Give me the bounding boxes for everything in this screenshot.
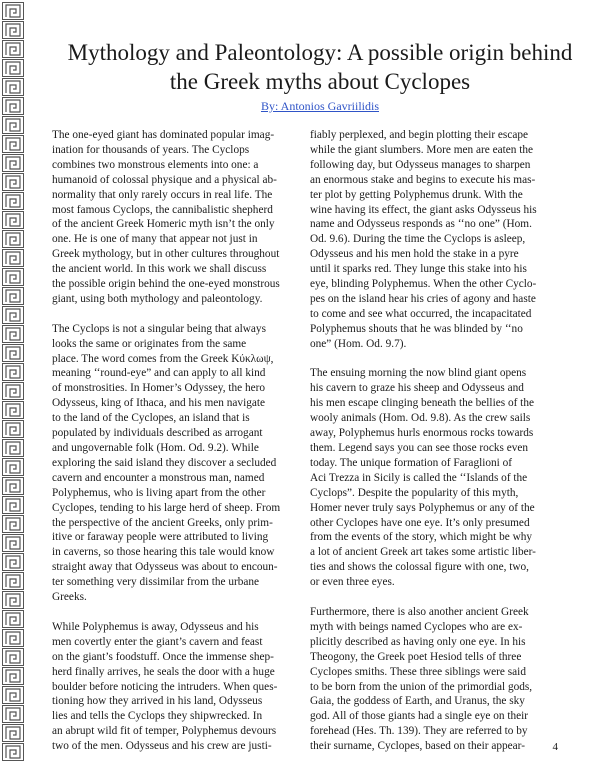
greek-key-meander-icon <box>2 78 24 96</box>
greek-key-meander-icon <box>2 287 24 305</box>
greek-key-meander-icon <box>2 325 24 343</box>
paragraph: The Cyclops is not a singular being that always looks the same or originates from the same place. The word comes from the Greek Κύκλωψ, meaning ‘‘round-eye” and can apply to all kind of monstrosities. In Homer’s Odyssey, the hero Odysseus, king of Ithaca, and his men navigate to the land of the Cyclopes, an island that is populated by individuals described as arrogant and ungovernable folk (Hom. Od. 9.2). While exploring the said island they discover a secluded cavern and encounter a monstrous man, named Polyphemus, who is living apart from the other Cyclopes, tending to his large herd of sheep. From the perspective of the ancient Greeks, only prim- itive or faraway people were attributed to living in caverns, so those hearing this tale would know straight away that Odysseus was about to encoun- ter something very dissimilar from the urbane Greeks. <box>52 322 281 604</box>
greek-key-meander-icon <box>2 610 24 628</box>
left-column <box>52 128 300 769</box>
greek-key-meander-icon <box>2 648 24 666</box>
greek-key-meander-icon <box>2 116 24 134</box>
article-title: Mythology and Paleontology: A possible origin behind the Greek myths about Cyclopes <box>67 40 573 94</box>
greek-key-meander-icon <box>2 363 24 381</box>
greek-key-meander-icon <box>2 458 24 476</box>
greek-key-meander-icon <box>2 173 24 191</box>
greek-key-meander-icon <box>2 515 24 533</box>
paragraph: The one-eyed giant has dominated popular imag- ination for thousands of years. The Cyclops combines two monstrous elements into one: a humanoid of colossal physique and a physical ab- normality that only rarely occurs in real life. The most famous Cyclops, the cannibalistic shepherd of the ancient Greek Homeric myth isn’t the only one. He is one of many that appear not just in Greek mythology, but in other cultures throughout the ancient world. In this work we shall discuss the possible origin behind the one-eyed monstrous giant, using both mythology and paleontology. <box>52 129 280 305</box>
greek-key-meander-icon <box>2 743 24 761</box>
greek-key-meander-icon <box>2 629 24 647</box>
greek-key-meander-icon <box>2 268 24 286</box>
greek-key-meander-icon <box>2 40 24 58</box>
greek-key-meander-icon <box>2 401 24 419</box>
greek-key-meander-icon <box>2 97 24 115</box>
greek-key-meander-icon <box>2 154 24 172</box>
greek-key-meander-icon <box>2 686 24 704</box>
greek-key-meander-icon <box>2 534 24 552</box>
page-number: 4 <box>552 741 558 753</box>
greek-key-meander-icon <box>2 705 24 723</box>
author-link[interactable]: By: Antonios Gavriilidis <box>260 99 379 113</box>
right-column <box>310 128 558 769</box>
greek-key-meander-icon <box>2 420 24 438</box>
greek-key-meander-icon <box>2 382 24 400</box>
greek-key-meander-icon <box>2 211 24 229</box>
paragraph: The ensuing morning the now blind giant opens his cavern to graze his sheep and Odysseus and his men escape clinging beneath the bellies of the wooly animals (Hom. Od. 9.8). As the crew sails away, Polyphemus hurls enormous rocks towards them. Legend says you can see those rocks even today. The unique formation of Faraglioni of Aci Trezza in Sicily is called the ‘‘Islands of the Cyclops”. Despite the popularity of this myth, Homer never truly says Polyphemus or any of the other Cyclopes have one eye. It’s only presumed from the events of the story, which might be why a lot of ancient Greek art takes some artistic liber- ties and shows the colossal figure with one, two, or even three eyes. <box>310 367 536 589</box>
greek-key-meander-icon <box>2 249 24 267</box>
greek-key-meander-icon <box>2 477 24 495</box>
greek-key-meander-icon <box>2 192 24 210</box>
greek-key-meander-icon <box>2 135 24 153</box>
greek-key-meander-icon <box>2 496 24 514</box>
greek-key-border <box>0 0 26 778</box>
greek-key-meander-icon <box>2 724 24 742</box>
greek-key-meander-icon <box>2 230 24 248</box>
greek-key-meander-icon <box>2 591 24 609</box>
greek-key-meander-icon <box>2 572 24 590</box>
greek-key-meander-icon <box>2 667 24 685</box>
greek-key-meander-icon <box>2 59 24 77</box>
paragraph: Furthermore, there is also another ancient Greek myth with beings named Cyclopes who are ex- plicitly described as having only one eye. In his Theogony, the Greek poet Hesiod tells of three Cyclopes smiths. These three siblings were said to be born from the union of the primordial gods, Gaia, the goddess of Earth, and Uranus, the sky god. All of those giants had a single eye on their forehead (Hes. Th. 139). They are referred to by their surname, Cyclopes, based on their appear- <box>310 605 533 753</box>
greek-key-meander-icon <box>2 553 24 571</box>
greek-key-meander-icon <box>2 2 24 20</box>
author-byline[interactable] <box>60 99 580 114</box>
greek-key-meander-icon <box>2 306 24 324</box>
paragraph: fiably perplexed, and begin plotting their escape while the giant slumbers. More men are eaten the following day, but Odysseus manages to sharpen an enormous stake and begins to execute his mas- ter plot by getting Polyphemus drunk. With the wine having its effect, the giant asks Odysseus his name and Odysseus responds as ‘‘no one” (Hom. Od. 9.6). During the time the Cyclops is asleep, Odysseus and his men hold the stake in a pyre until it sparks red. They lunge this stake into his eye, blinding Polyphemus. When the other Cyclo- pes on the island hear his cries of agony and haste to come and see what occurred, the incapacitated Polyphemus shouts that he was blinded by ‘‘no one” (Hom. Od. 9.7). <box>310 129 537 350</box>
greek-key-meander-icon <box>2 439 24 457</box>
greek-key-meander-icon <box>2 21 24 39</box>
paragraph: While Polyphemus is away, Odysseus and his men covertly enter the giant’s cavern and feast on the giant’s foodstuff. Once the immense shep- herd finally arrives, he seals the door with a huge boulder before noticing the intruders. When ques- tioning how they arrived in his land, Odysseus lies and tells the Cyclops they shipwrecked. In an abrupt wild fit of temper, Polyphemus devours two of the men. Odysseus and his crew are justi- <box>52 620 278 753</box>
greek-key-meander-icon <box>2 344 24 362</box>
